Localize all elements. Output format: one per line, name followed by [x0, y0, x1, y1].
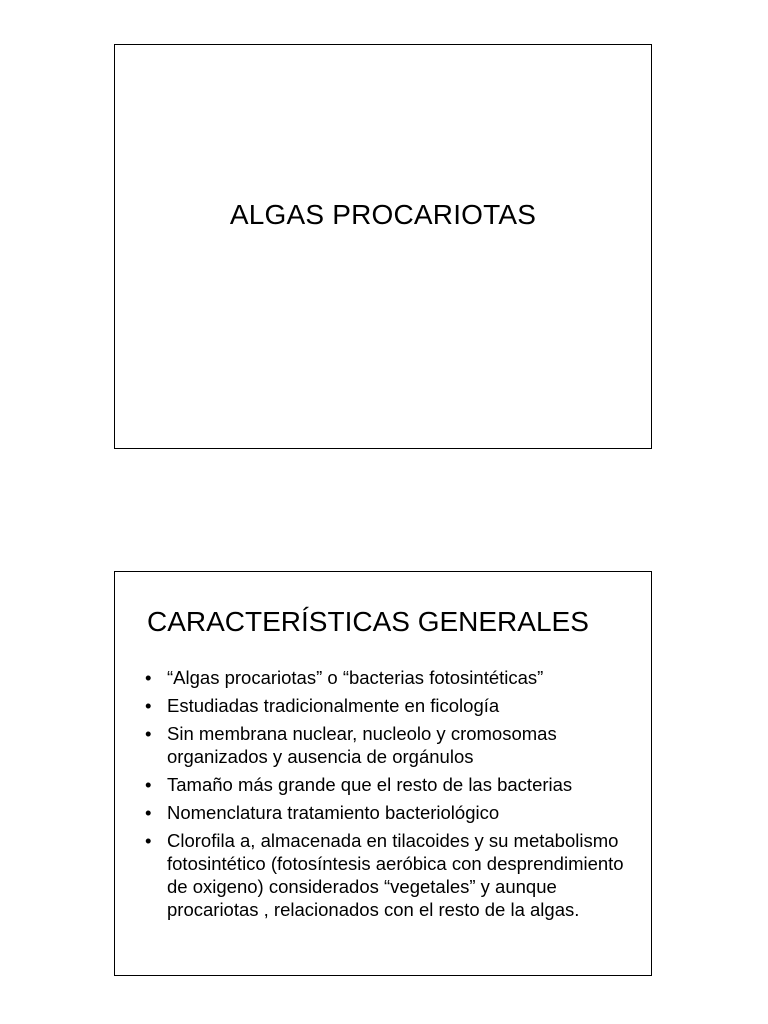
- bullet-marker: •: [145, 774, 152, 795]
- bullet-item: [145, 773, 645, 796]
- bullet-text: Tamaño más grande que el resto de las bacterias: [167, 774, 573, 795]
- bullet-text: “Algas procariotas” o “bacterias fotosintéticas”: [167, 667, 544, 688]
- slide-heading: CARACTERÍSTICAS GENERALES: [147, 606, 589, 637]
- bullet-text: Clorofila a, almacenada en tilacoides y su metabolismo fotosintético (fotosíntesis aeróbica con desprendimiento de oxigeno) considerados “vegetales” y aunque procariotas , relacionados con el resto de la algas.: [167, 830, 624, 920]
- bullet-marker: •: [145, 802, 152, 823]
- bullet-item: [145, 666, 645, 689]
- slide-title: ALGAS PROCARIOTAS: [229, 199, 537, 230]
- bullet-item: [145, 801, 645, 824]
- bullet-item: [145, 829, 645, 921]
- bullet-marker: •: [145, 667, 152, 688]
- bullet-marker: •: [145, 695, 152, 716]
- bullet-list: [145, 666, 645, 926]
- bullet-text: Sin membrana nuclear, nucleolo y cromosomas organizados y ausencia de orgánulos: [167, 723, 557, 767]
- bullet-text: Nomenclatura tratamiento bacteriológico: [167, 802, 500, 823]
- slide-general-characteristics: [114, 571, 652, 976]
- bullet-marker: •: [145, 830, 152, 851]
- bullet-text: Estudiadas tradicionalmente en ficología: [167, 695, 500, 716]
- bullet-marker: •: [145, 723, 152, 744]
- bullet-item: [145, 722, 645, 768]
- bullet-item: [145, 694, 645, 717]
- slide-title-page: [114, 44, 652, 449]
